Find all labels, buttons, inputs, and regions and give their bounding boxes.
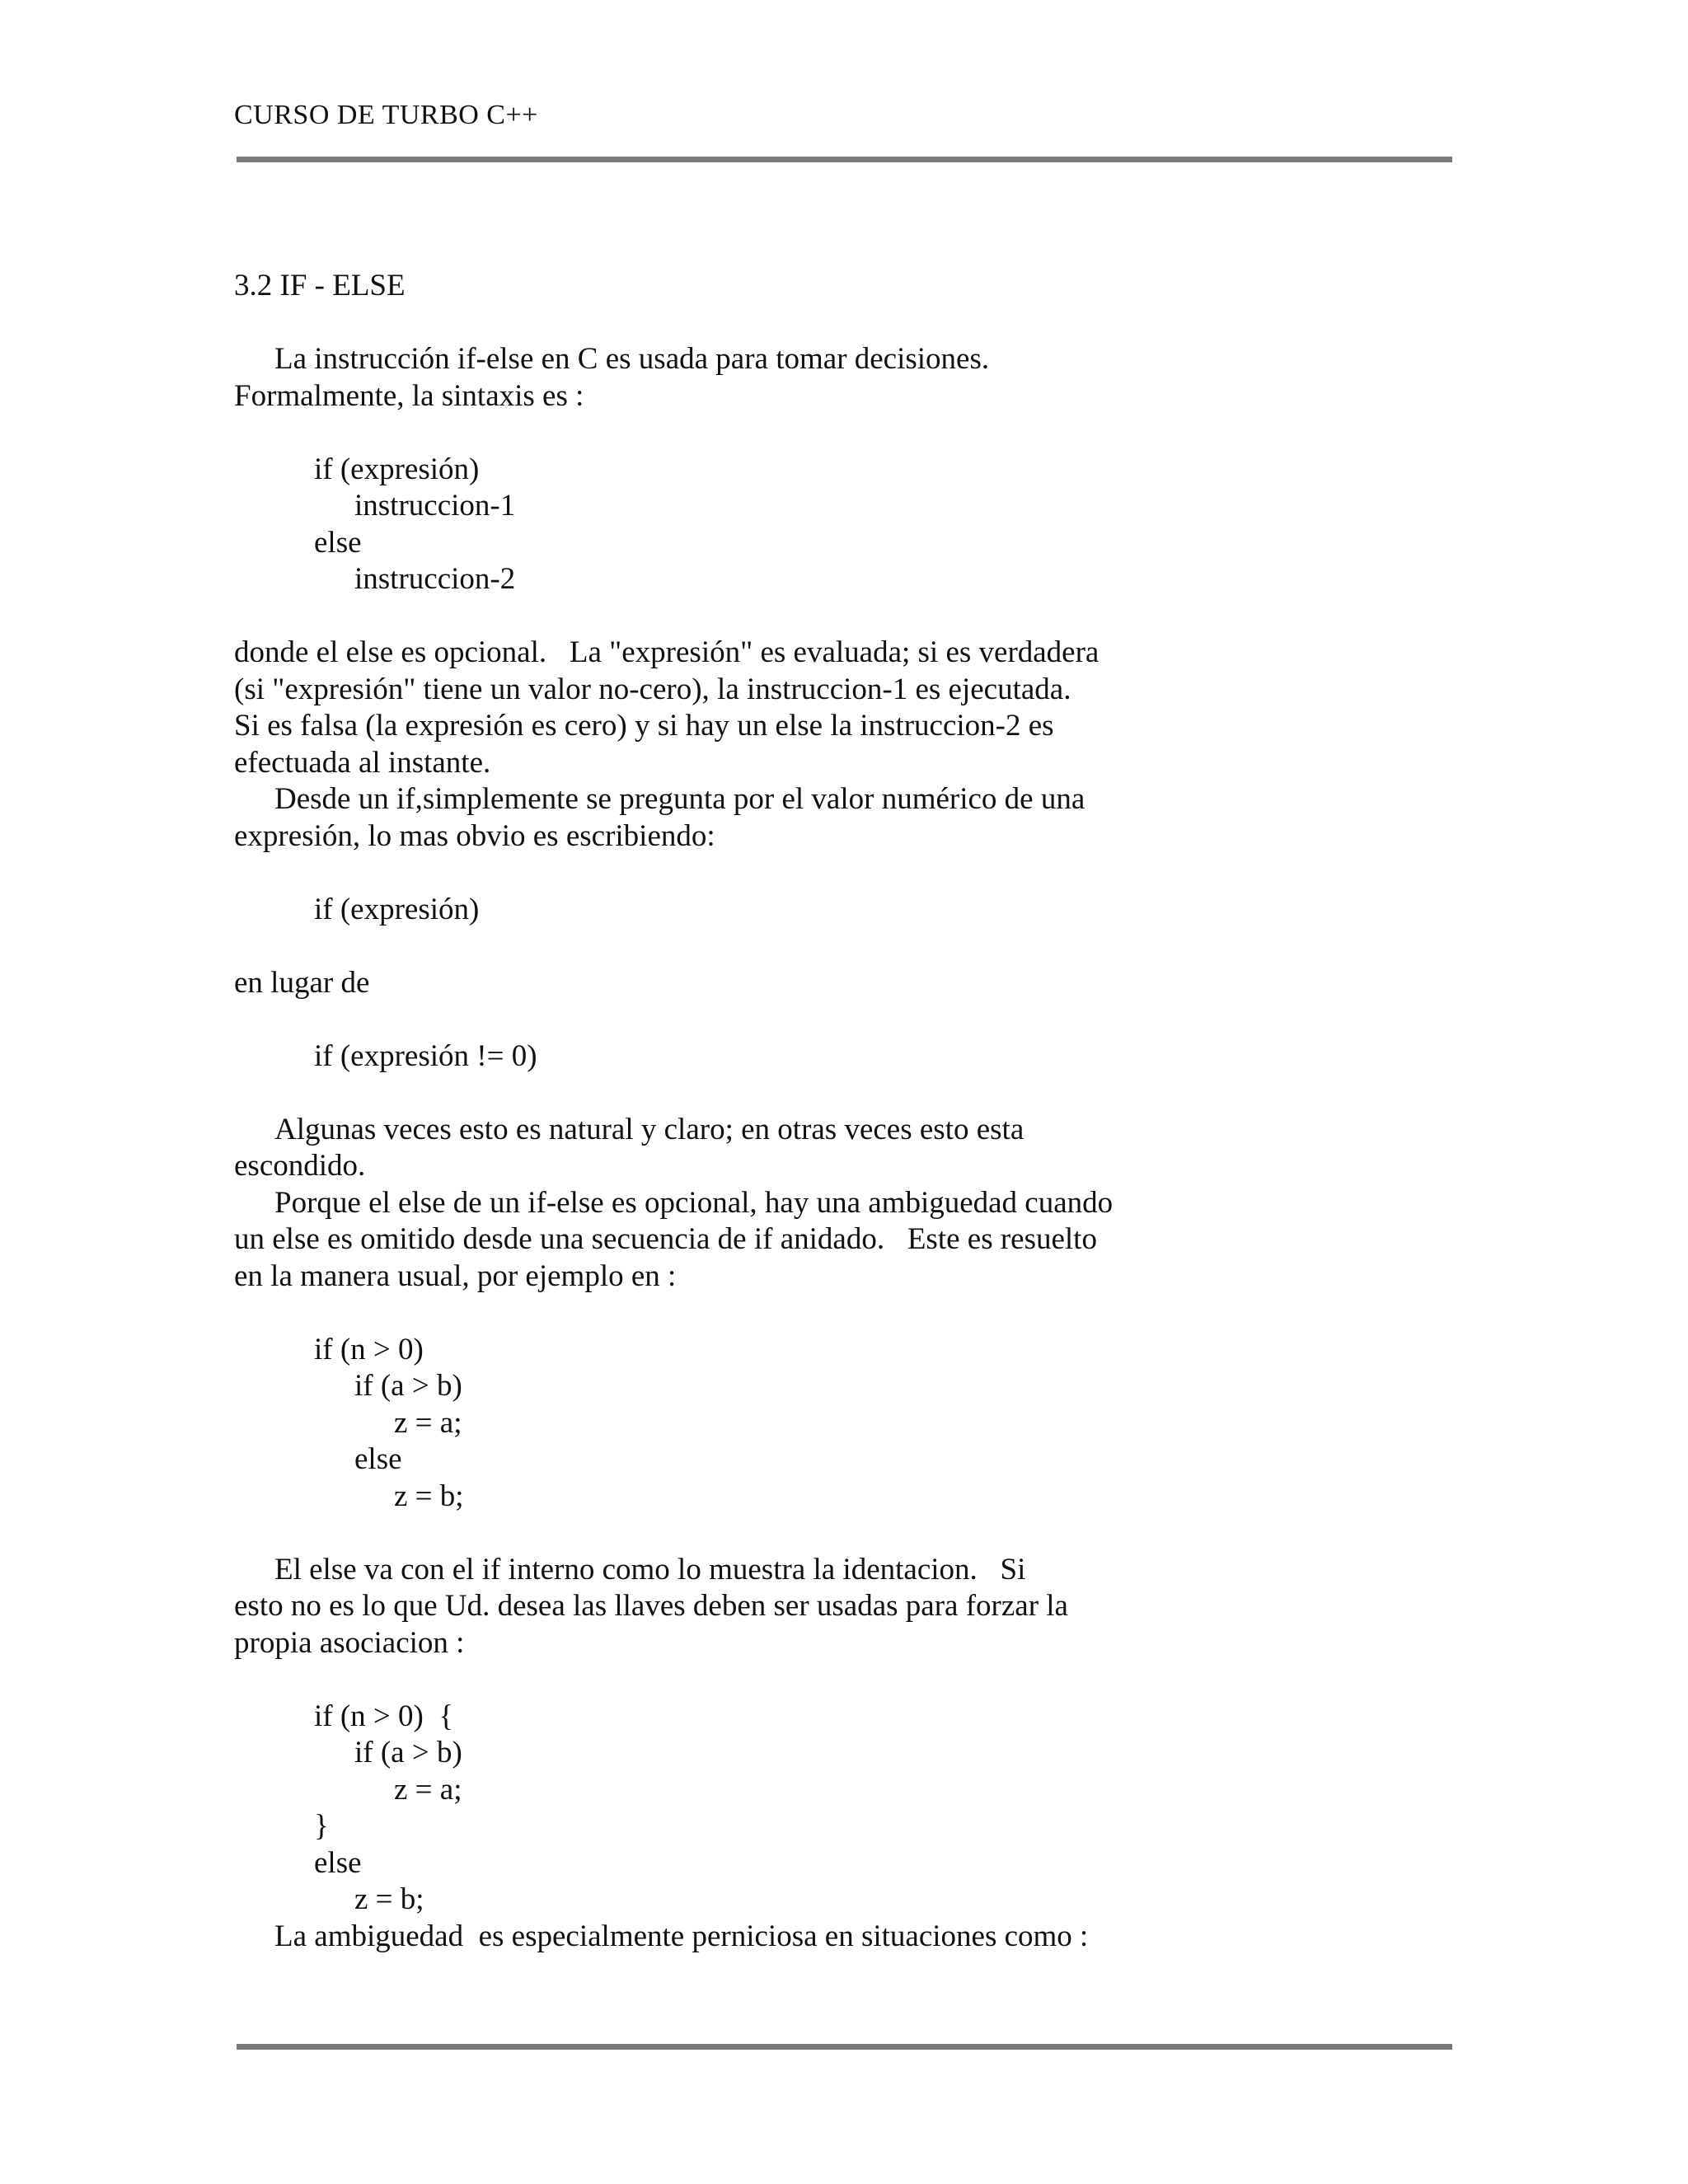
spacer xyxy=(234,1001,1470,1038)
code-line: if (expresión) xyxy=(314,892,480,926)
paragraph-line: Algunas veces esto es natural y claro; en otras veces esto esta xyxy=(274,1112,1025,1146)
spacer xyxy=(234,1661,1470,1699)
code-line: if (n > 0) { xyxy=(314,1699,454,1733)
paragraph-line: en la manera usual, por ejemplo en : xyxy=(234,1258,677,1293)
code-line: if (n > 0) xyxy=(314,1332,424,1366)
code-line: instruccion-1 xyxy=(354,489,516,523)
spacer xyxy=(234,928,1470,965)
paragraph-line: Porque el else de un if-else es opcional, hay una ambiguedad cuando xyxy=(274,1185,1114,1220)
spacer xyxy=(234,305,1470,342)
code-line: instruccion-2 xyxy=(354,562,516,596)
code-line: if (a > b) xyxy=(354,1369,462,1403)
page-body xyxy=(234,268,1470,1955)
paragraph-line: La ambiguedad es especialmente perniciosa en situaciones como : xyxy=(274,1919,1089,1953)
paragraph-line: donde el else es opcional. La "expresión" es evaluada; si es verdadera xyxy=(234,635,1100,669)
section-heading: 3.2 IF - ELSE xyxy=(234,269,406,302)
paragraph-line: (si "expresión" tiene un valor no-cero), la instruccion-1 es ejecutada. xyxy=(234,672,1071,706)
code-line: z = a; xyxy=(394,1405,462,1440)
paragraph-line: expresión, lo mas obvio es escribiendo: xyxy=(234,818,715,853)
paragraph-line: propia asociacion : xyxy=(234,1625,465,1660)
spacer xyxy=(234,855,1470,892)
spacer xyxy=(234,1295,1470,1332)
paragraph-line: Si es falsa (la expresión es cero) y si hay un else la instruccion-2 es xyxy=(234,709,1054,743)
running-header: CURSO DE TURBO C++ xyxy=(234,100,538,130)
paragraph-line: escondido. xyxy=(234,1149,366,1183)
paragraph-line: La instrucción if-else en C es usada para tomar decisiones. xyxy=(274,342,990,376)
code-line: } xyxy=(314,1809,329,1843)
spacer xyxy=(234,1075,1470,1112)
code-line: if (expresión != 0) xyxy=(314,1038,537,1073)
paragraph-line: Desde un if,simplemente se pregunta por el valor numérico de una xyxy=(274,782,1085,816)
spacer xyxy=(234,415,1470,452)
paragraph-line: Formalmente, la sintaxis es : xyxy=(234,378,584,413)
code-line: else xyxy=(314,525,362,560)
code-line: z = b; xyxy=(394,1479,464,1513)
paragraph-line: efectuada al instante. xyxy=(234,745,491,780)
paragraph-line: El else va con el if interno como lo muestra la identacion. Si xyxy=(274,1552,1026,1586)
spacer xyxy=(234,598,1470,635)
code-line: else xyxy=(354,1442,402,1476)
header-rule xyxy=(237,157,1452,162)
code-line: if (expresión) xyxy=(314,452,480,486)
footer-rule xyxy=(237,2044,1452,2050)
code-line: else xyxy=(314,1845,362,1880)
paragraph-line: en lugar de xyxy=(234,965,370,1000)
spacer xyxy=(234,1515,1470,1552)
paragraph-line: esto no es lo que Ud. desea las llaves deben ser usadas para forzar la xyxy=(234,1589,1068,1623)
paragraph-line: un else es omitido desde una secuencia de if anidado. Este es resuelto xyxy=(234,1222,1097,1256)
code-line: z = b; xyxy=(354,1882,424,1916)
code-line: z = a; xyxy=(394,1772,462,1807)
code-line: if (a > b) xyxy=(354,1736,462,1769)
